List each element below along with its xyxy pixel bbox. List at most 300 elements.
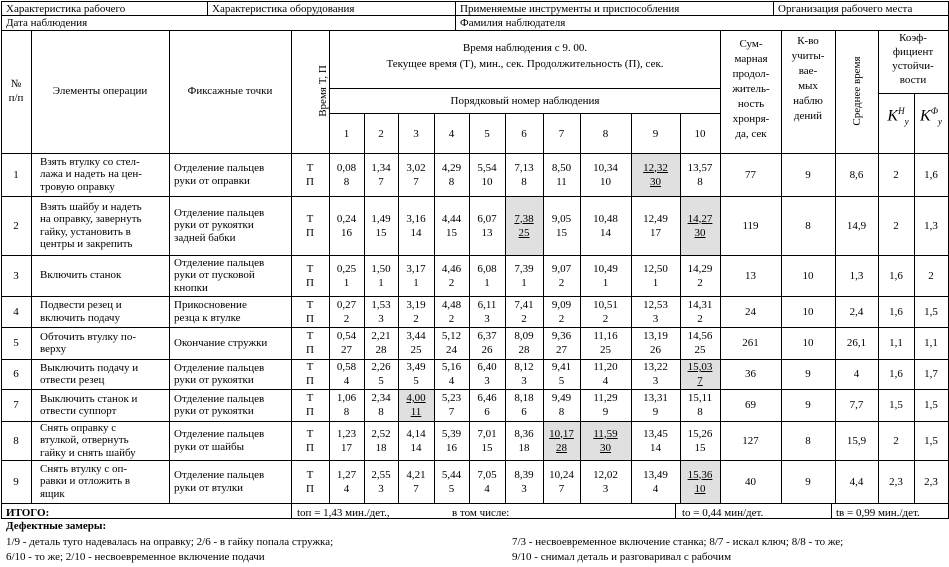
tp-t: Т [306,330,314,342]
kh-value: 1,5 [889,399,903,411]
fixing-text: Отделение пальцев [174,428,265,440]
obs-duration: 2 [448,312,455,325]
obs-time: 8,39 [514,468,534,481]
col-avg: Среднее время [851,56,863,126]
obs-time: 4,14 [406,427,426,440]
row-number: 7 [13,399,19,411]
avg-value: 4 [853,368,860,380]
obs-duration: 18 [375,441,387,454]
kf-value: 1,5 [924,399,938,411]
fixing-text: руки от шайбы [174,440,244,453]
grid-hline [1,421,949,422]
obs-duration: 28 [375,344,387,356]
grid-hline [1,460,949,461]
obs-time: 15,03 [687,361,713,373]
obs-duration: 15 [556,226,567,239]
total-value: 36 [745,368,756,380]
fixing-text: руки от пусковой [174,269,255,282]
row-number: 6 [13,368,19,380]
obs-time: 7,38 [514,212,534,225]
coef-kh-label: $K^H_y$ [887,106,909,127]
element-text: Снять оправку с [40,421,117,434]
obs-time: 1,23 [336,427,357,440]
count-value: 10 [802,337,814,349]
obs-time: 5,44 [441,468,462,481]
obs-time: 7,13 [514,161,534,174]
fixing-text: Отделение пальцев [174,469,265,481]
obs-number: 8 [602,128,609,140]
grid-vline [831,503,832,519]
obs-duration: 6 [484,406,490,418]
obs-time: 1,53 [371,298,391,311]
obs-duration: 2 [448,276,455,289]
obs-number: 6 [521,128,527,140]
grid-vline [398,113,399,504]
element-text: тровую оправку [40,180,115,193]
grid-vline [329,30,330,504]
fixing-text: Отделение пальцев [174,361,265,374]
obs-duration: 4 [484,482,490,495]
kh-value: 1,6 [889,368,903,380]
obs-title-2: Текущее время (Т), мин., сек. Продолжительность (П), сек. [386,58,664,70]
grid-vline [914,93,915,504]
col-elements: Элементы операции [52,85,148,97]
avg-value: 1,3 [849,269,864,282]
obs-duration: 26 [481,344,493,356]
obs-time: 3,02 [406,161,426,174]
fixing-text: кнопки [174,281,208,294]
obs-duration: 4 [343,482,350,495]
hdr-count-line: мых [798,80,818,92]
avg-value: 7,7 [849,399,864,411]
hdr-count-line: учиты- [791,50,825,62]
header-date: Дата наблюдения [6,17,88,29]
obs-duration: 8 [343,406,350,418]
col-time-tp: Время Т, П [317,65,329,117]
obs-duration: 1 [521,276,527,289]
obs-duration: 2 [521,312,527,325]
fixing-text: Отделение пальцев [174,206,265,219]
grid-hline [1,153,949,154]
obs-duration: 2 [697,312,703,325]
obs-time: 2,55 [371,468,391,481]
grid-vline [675,503,676,519]
obs-time: 10,17 [549,427,574,440]
obs-duration: 3 [652,375,659,387]
obs-duration: 8 [697,406,703,418]
grid-vline [31,30,32,504]
obs-duration: 14 [650,441,661,454]
obs-time: 11,16 [593,330,618,342]
header-workplace: Организация рабочего места [778,3,913,15]
obs-duration: 14 [410,226,422,239]
grid-hline [1,296,949,297]
obs-time: 7,41 [514,298,534,311]
obs-number: 3 [413,128,419,140]
obs-time: 3,49 [406,361,426,373]
grid-vline [1,1,2,519]
count-value: 9 [805,399,811,411]
row-number: 5 [13,337,19,349]
obs-duration: 7 [697,375,703,387]
hdr-coef-line: Коэф- [899,32,927,44]
obs-duration: 5 [378,375,384,387]
grid-vline [169,30,170,504]
tp-p: П [306,375,314,387]
hdr-count-line: наблю [793,95,823,107]
obs-time: 4,46 [441,262,462,275]
kh-value: 2 [893,168,899,181]
obs-duration: 5 [558,375,565,387]
kf-value: 1,6 [924,168,938,181]
element-text: на оправку, завернуть [40,213,142,225]
col-fixing: Фиксажные точки [187,85,273,97]
obs-duration: 4 [448,375,455,387]
obs-time: 8,12 [514,361,534,373]
grid-vline [680,113,681,504]
total-value: 119 [742,219,759,232]
obs-duration: 1 [413,276,419,289]
obs-time: 0,24 [336,212,357,225]
tp-t: Т [306,298,314,311]
obs-time: 3,16 [406,212,426,225]
obs-number: 10 [694,128,706,140]
fixing-text: руки от рукоятки [174,219,254,232]
obs-duration: 11 [556,175,567,188]
obs-duration: 30 [600,441,611,454]
obs-time: 6,37 [477,330,497,342]
hdr-total-line: ность [737,98,765,110]
element-text: втулкой, отвернуть [40,434,129,447]
tp-t: Т [306,427,314,440]
obs-duration: 30 [694,226,706,239]
kf-value: 2 [928,269,934,282]
obs-time: 10,34 [593,161,618,174]
obs-duration: 24 [446,344,457,356]
tp-p: П [306,441,314,454]
element-text: Взять шайбу и надеть [40,200,142,213]
grid-hline [329,88,721,89]
total-value: 127 [742,434,759,447]
tp-t: Т [306,161,314,174]
obs-duration: 25 [600,344,611,356]
tp-t: Т [306,262,314,275]
element-text: лажа и надеть на цен- [40,168,142,181]
obs-time: 14,31 [687,298,713,311]
kh-value: 2 [893,219,899,232]
fixing-text: задней бабки [174,231,236,244]
obs-time: 14,56 [687,330,713,342]
obs-time: 13,19 [643,330,668,342]
fixing-text: резца к втулке [174,311,241,324]
obs-duration: 13 [481,226,493,239]
obs-time: 8,50 [551,161,572,174]
obs-time: 12,02 [593,468,618,481]
grid-hline [1,503,949,504]
obs-time: 0,25 [336,262,357,275]
element-text: ящик [40,487,65,500]
obs-duration: 27 [556,344,567,356]
grid-vline [469,113,470,504]
element-text: отвести резец [40,374,105,386]
obs-duration: 15 [446,226,457,239]
kf-value: 1,5 [924,434,938,447]
obs-time: 8,09 [514,330,534,342]
obs-duration: 7 [558,482,565,495]
defects-title: Дефектные замеры: [6,520,107,532]
obs-time: 9,07 [551,262,572,275]
obs-time: 10,51 [593,298,618,311]
obs-duration: 8 [558,406,565,418]
hdr-total-line: да, сек [735,128,767,140]
obs-time: 10,48 [593,212,618,225]
tp-t: Т [306,468,314,481]
grid-vline [835,30,836,504]
element-text: гайку и снять шайбу [40,446,136,459]
total-value: 24 [745,305,756,318]
obs-time: 12,53 [643,298,668,311]
obs-time: 8,18 [514,392,534,404]
row-number: 2 [13,219,19,232]
element-text: центры и закрепить [40,238,133,250]
tp-p: П [306,344,314,356]
obs-time: 4,21 [406,468,426,481]
obs-duration: 8 [343,175,350,188]
obs-time: 2,34 [371,392,391,404]
grid-vline [631,113,632,504]
avg-value: 4,4 [849,475,864,488]
element-text: Выключить станок и [40,392,138,405]
row-number: 9 [13,475,19,488]
kh-value: 1,1 [889,337,903,349]
obs-time: 3,44 [406,330,426,342]
obs-duration: 10 [694,482,706,495]
obs-duration: 30 [650,175,661,188]
itogo-incl: в том числе: [452,507,510,519]
fixing-text: руки от рукоятки [174,374,254,386]
obs-duration: 1 [652,276,659,289]
obs-duration: 7 [448,406,455,418]
tp-p: П [306,226,314,239]
obs-duration: 25 [410,344,422,356]
grid-vline [505,113,506,504]
element-text: верху [40,343,67,355]
fixing-text: Окончание стружки [174,336,268,349]
obs-duration: 14 [410,441,422,454]
obs-duration: 9 [602,406,609,418]
count-value: 10 [802,269,814,282]
obs-duration: 3 [652,312,659,325]
obs-time: 9,09 [551,298,572,311]
kh-value: 1,6 [889,269,903,282]
obs-number: 9 [652,128,659,140]
kf-value: 2,3 [924,475,938,488]
obs-duration: 2 [558,312,565,325]
obs-duration: 3 [521,482,527,495]
obs-duration: 8 [521,175,527,188]
obs-time: 15,11 [687,392,713,404]
obs-time: 5,23 [441,392,462,404]
hdr-coef-line: вости [899,74,927,86]
obs-time: 3,19 [406,298,426,311]
grid-vline [291,30,292,504]
obs-duration: 7 [413,175,419,188]
obs-time: 6,07 [477,212,497,225]
tp-p: П [306,406,314,418]
total-value: 40 [745,475,756,488]
itogo-to: tо = 0,44 мин/дет. [682,507,764,519]
obs-number: 1 [343,128,350,140]
tp-t: Т [306,212,314,225]
row-number: 1 [13,168,19,181]
obs-duration: 8 [448,175,455,188]
element-text: Снять втулку с оп- [40,462,128,475]
obs-time: 0,27 [336,298,357,311]
obs-time: 7,01 [477,427,497,440]
avg-value: 2,4 [849,305,864,318]
obs-number: 5 [484,128,490,140]
obs-time: 2,21 [371,330,391,342]
obs-duration: 8 [378,406,384,418]
grid-hline [329,113,721,114]
defects-right-2: 9/10 - снимал деталь и разговаривал с рабочим [512,551,732,563]
tp-p: П [306,175,314,188]
grid-vline [580,113,581,504]
header-tools: Применяемые инструменты и приспособления [460,3,680,15]
fixing-text: Отделение пальцев [174,392,265,405]
grid-vline [543,113,544,504]
obs-duration: 18 [518,441,530,454]
obs-time: 4,00 [406,392,426,404]
obs-duration: 2 [697,276,703,289]
obs-time: 12,49 [643,212,668,225]
obs-time: 15,26 [687,427,713,440]
obs-duration: 25 [518,226,530,239]
obs-duration: 3 [484,375,490,387]
obs-duration: 6 [521,406,527,418]
obs-duration: 27 [341,344,352,356]
obs-duration: 2 [558,276,565,289]
obs-time: 9,36 [551,330,572,342]
total-value: 77 [745,168,756,181]
obs-time: 4,44 [441,212,462,225]
obs-duration: 2 [602,312,609,325]
obs-duration: 25 [694,344,706,356]
obs-duration: 17 [341,441,352,454]
obs-duration: 11 [410,406,422,418]
count-value: 9 [805,168,811,181]
obs-time: 13,45 [643,427,668,440]
obs-time: 7,05 [477,468,497,481]
obs-time: 9,05 [551,212,572,225]
obs-duration: 9 [652,406,659,418]
element-text: отвести суппорт [40,405,117,417]
fixing-text: руки от рукоятки [174,405,254,417]
obs-duration: 17 [650,226,661,239]
kf-value: 1,3 [924,219,938,232]
obs-time: 13,49 [643,468,668,481]
obs-time: 5,12 [441,330,462,342]
row-number: 4 [13,305,19,318]
obs-duration: 3 [484,312,490,325]
element-text: включить подачу [40,311,120,324]
element-text: Выключить подачу и [40,361,139,374]
count-value: 9 [805,368,811,380]
obs-time: 11,59 [593,427,618,440]
obs-duration: 15 [481,441,493,454]
header-observer: Фамилия наблюдателя [460,17,566,29]
obs-time: 12,50 [643,262,668,275]
obs-duration: 3 [521,375,527,387]
obs-duration: 1 [484,276,490,289]
count-value: 9 [805,475,811,488]
obs-time: 13,57 [687,161,713,174]
obs-time: 0,58 [336,361,357,373]
grid-hline [1,15,949,16]
grid-hline [1,389,949,390]
obs-time: 9,49 [551,392,572,404]
hdr-total-line: хронря- [732,113,770,125]
grid-vline [364,113,365,504]
obs-time: 9,41 [551,361,572,373]
obs-duration: 7 [378,175,384,188]
count-value: 8 [805,434,811,447]
obs-time: 13,31 [643,392,668,404]
obs-duration: 1 [343,276,350,289]
obs-number: 7 [558,128,565,140]
obs-duration: 1 [602,276,609,289]
obs-time: 2,26 [371,361,391,373]
obs-time: 1,49 [371,212,391,225]
header-equipment: Характеристика оборудования [212,3,355,15]
hdr-coef-line: устойчи- [892,60,934,72]
obs-title-1: Время наблюдения с 9. 00. [462,42,588,54]
hdr-count-line: К-во [797,35,819,47]
element-text: равки и отложить в [40,475,131,488]
obs-duration: 2 [413,312,419,325]
total-value: 261 [742,337,759,349]
grid-hline [1,255,949,256]
tp-t: Т [306,361,314,373]
obs-time: 6,40 [477,361,497,373]
grid-vline [207,1,208,16]
tp-t: Т [306,392,314,404]
grid-vline [773,1,774,16]
obs-duration: 3 [378,482,384,495]
obs-duration: 4 [652,482,659,495]
grid-hline [1,30,949,31]
hdr-total-line: житель- [732,83,770,95]
avg-value: 26,1 [846,337,867,349]
obs-duration: 2 [343,312,350,325]
obs-time: 15,36 [687,468,713,481]
obs-time: 13,22 [643,361,668,373]
tp-p: П [306,312,314,325]
obs-duration: 4 [343,375,350,387]
kh-value: 1,6 [889,305,903,318]
kf-value: 1,7 [924,368,938,380]
defects-left-2: 6/10 - то же; 2/10 - несвоевременное включение подачи [6,551,265,563]
obs-duration: 10 [481,175,493,188]
obs-time: 1,34 [371,161,391,174]
obs-time: 5,39 [441,427,462,440]
obs-time: 11,29 [593,392,618,404]
obs-time: 1,50 [371,262,391,275]
grid-hline [1,327,949,328]
obs-time: 10,49 [593,262,618,275]
total-value: 13 [745,269,756,282]
obs-duration: 8 [697,175,703,188]
